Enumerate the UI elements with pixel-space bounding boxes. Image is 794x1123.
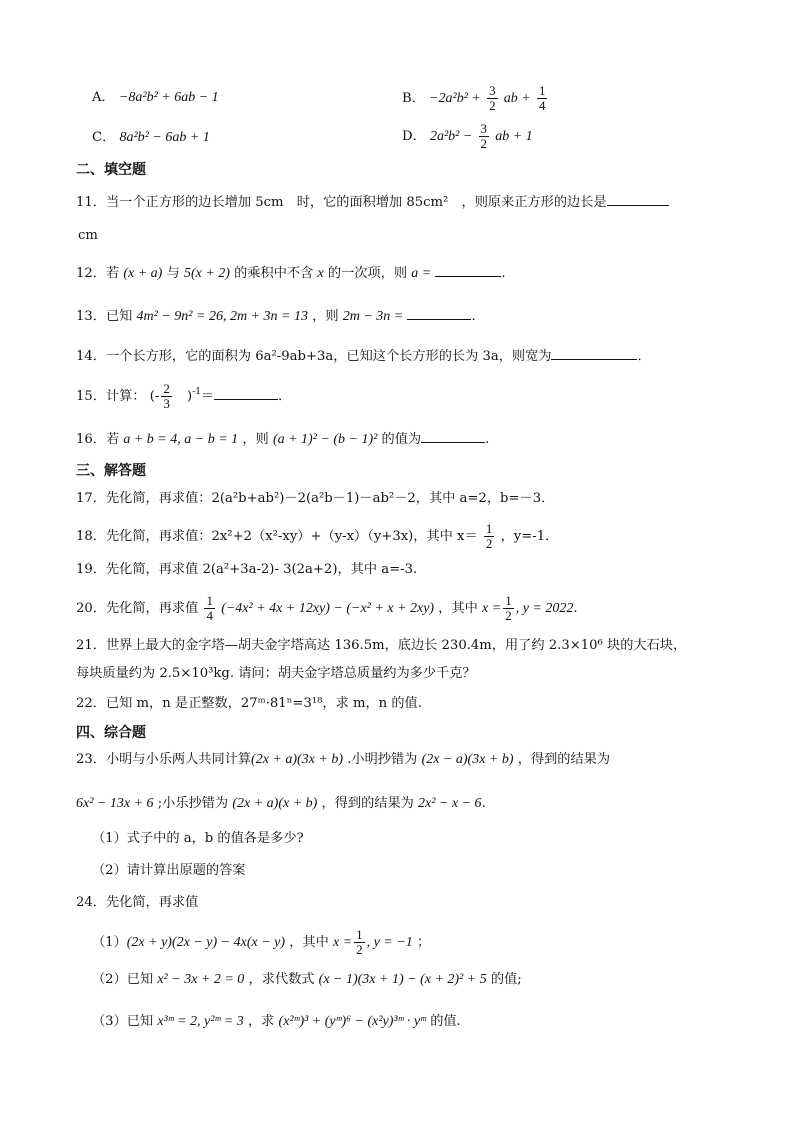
question-23-line-2: 6x² − 13x + 6 ;小乐抄错为 (2x + a)(x + b) ，得到的结果为 2x² − x − 6. bbox=[76, 796, 486, 811]
question-24-part-3: （3）已知 x³ᵐ = 2, y²ᵐ = 3 ，求 (x²ᵐ)³ + (yᵐ)⁶ − (x²y)³ᵐ · yᵐ 的值. bbox=[92, 1014, 461, 1029]
answer-blank[interactable] bbox=[607, 191, 669, 206]
answer-blank[interactable] bbox=[435, 262, 501, 277]
question-14: 14．一个长方形，它的面积为 6a²-9ab+3a，已知这个长方形的长为 3a，则宽为 ． bbox=[76, 345, 651, 367]
answer-blank[interactable] bbox=[214, 385, 278, 400]
choice-b-expr-mid: ab + bbox=[503, 91, 531, 106]
choice-d-label: D． bbox=[402, 129, 426, 144]
q11-unit: cm bbox=[78, 228, 98, 243]
choice-b-label: B． bbox=[402, 91, 425, 106]
question-13: 13．已知 4m² − 9n² = 26, 2m + 3n = 13 ，则 2m − 3n = . bbox=[76, 305, 476, 327]
question-17: 17．先化简，再求值：2(a²b+ab²)－2(a²b－1)－ab²－2，其中 a=2，b=－3． bbox=[76, 491, 555, 506]
answer-blank[interactable] bbox=[407, 305, 471, 320]
choice-d-expr-post: ab + 1 bbox=[495, 129, 533, 144]
question-23-line-1: 23．小明与小乐两人共同计算(2x + a)(3x + b) .小明抄错为 (2x − a)(3x + b) ，得到的结果为 bbox=[76, 752, 611, 767]
q20-fraction: $\frac{1}{4}$ bbox=[206, 593, 213, 623]
question-20: 20．先化简，再求值 $\frac{1}{4}$ (−4x² + 4x + 12xy) − (−x² + x + 2xy) ，其中 x = $\frac{1}{2}$ , y = 2022. bbox=[76, 593, 578, 623]
question-24-part-1: （1）(2x + y)(2x − y) − 4x(x − y) ，其中 x = $\frac{1}{2}$ , y = −1 ； bbox=[92, 927, 431, 957]
choice-c-label: C． bbox=[92, 130, 116, 145]
question-12: 12．若 (x + a) 与 5(x + 2) 的乘积中不含 x 的一次项，则 a = . bbox=[76, 262, 506, 284]
choice-b bbox=[402, 84, 549, 113]
choice-d-expr-pre: 2a²b² − bbox=[429, 129, 473, 144]
section-comprehensive-title: 四、综合题 bbox=[76, 725, 146, 741]
question-16: 16．若 a + b = 4, a − b = 1 ，则 (a + 1)² − (b − 1)² 的值为 . bbox=[76, 428, 489, 450]
choice-c-expr: 8a²b² − 6ab + 1 bbox=[119, 130, 210, 145]
question-15: 15．计算： (- $\frac{2}{3}$ )$^{-1}$＝ ． bbox=[76, 381, 292, 411]
question-18: 18．先化简，再求值：2x²+2（x²-xy）+（y-x）（y+3x)，其中 x＝ $\frac{1}{2}$ ，y=-1． bbox=[76, 521, 559, 551]
section-solve-title: 三、解答题 bbox=[76, 463, 146, 479]
question-21-line-2: 每块质量约为 2.5×10³kg. 请问：胡夫金字塔总质量约为多少千克？ bbox=[76, 666, 476, 681]
choice-d-fraction: $\frac{3}{2}$ bbox=[480, 121, 488, 151]
answer-blank[interactable] bbox=[551, 345, 637, 360]
q11-text: 11．当一个正方形的边长增加 5cm 时，它的面积增加 85cm² ，则原来正方形的边长是 bbox=[76, 195, 607, 210]
question-22: 22．已知 m，n 是正整数，27ᵐ·81ⁿ=3¹⁸，求 m，n 的值. bbox=[76, 696, 422, 711]
question-11 bbox=[76, 191, 669, 213]
question-24-title: 24．先化简，再求值 bbox=[76, 895, 199, 910]
section-fill-in-title: 二、填空题 bbox=[76, 162, 146, 178]
choice-c bbox=[92, 128, 210, 148]
answer-blank[interactable] bbox=[421, 428, 485, 443]
choice-d bbox=[402, 122, 533, 151]
choice-b-fraction-2: $\frac{1}{4}$ bbox=[538, 83, 546, 113]
q24-fraction: $\frac{1}{2}$ bbox=[356, 927, 363, 957]
question-21-line-1: 21．世界上最大的金字塔—胡夫金字塔高达 136.5m，底边长 230.4m，用了约 2.3×10⁶ 块的大石块， bbox=[76, 638, 687, 653]
choice-a-label: A． bbox=[92, 90, 115, 105]
choice-b-fraction-1: $\frac{3}{2}$ bbox=[489, 83, 496, 113]
question-24-part-2: （2）已知 x² − 3x + 2 = 0 ，求代数式 (x − 1)(3x + 1) − (x + 2)² + 5 的值; bbox=[92, 972, 522, 987]
q15-fraction: $\frac{2}{3}$ bbox=[163, 381, 170, 411]
choice-a-expr: −8a²b² + 6ab − 1 bbox=[118, 90, 219, 105]
q18-fraction: $\frac{1}{2}$ bbox=[485, 521, 493, 551]
choice-b-expr-pre: −2a²b² + bbox=[429, 91, 481, 106]
question-23-part-1: （1）式子中的 a，b 的值各是多少? bbox=[92, 831, 304, 846]
question-23-part-2: （2）请计算出原题的答案 bbox=[92, 863, 246, 878]
choice-a bbox=[92, 88, 219, 108]
q20-fraction-2: $\frac{1}{2}$ bbox=[505, 593, 512, 623]
question-19: 19．先化简，再求值 2(a²+3a-2)- 3(2a+2)，其中 a=-3. bbox=[76, 562, 418, 577]
